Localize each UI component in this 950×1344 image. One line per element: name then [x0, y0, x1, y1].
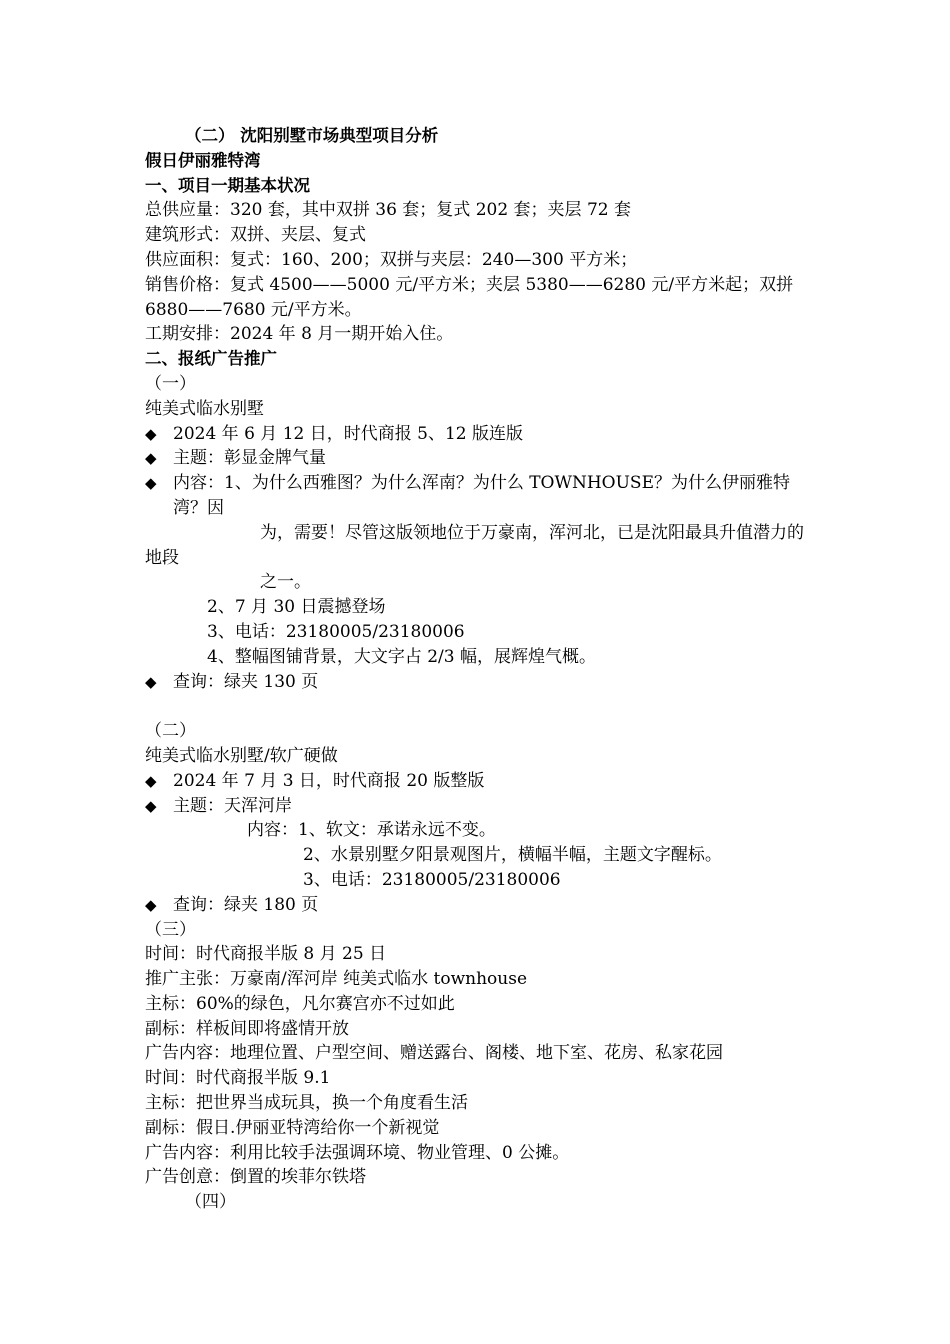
- s1-title: 纯美式临水别墅: [145, 398, 264, 419]
- diamond-bullet-icon: ◆: [145, 672, 157, 691]
- supply-area: 供应面积：复式：160、200；双拼与夹层：240—300 平方米；: [145, 249, 638, 270]
- s1-item-4: 4、整幅图铺背景，大文字占 2/3 幅，展辉煌气概。: [207, 646, 596, 667]
- s3-ad-content-1: 广告内容：地理位置、户型空间、赠送露台、阁楼、地下室、花房、私家花园: [145, 1043, 723, 1064]
- diamond-bullet-icon: ◆: [145, 424, 157, 443]
- diamond-bullet-icon: ◆: [145, 796, 157, 815]
- building-form: 建筑形式：双拼、夹层、复式: [145, 225, 366, 246]
- s2-content-3: 3、电话：23180005/23180006: [303, 869, 561, 890]
- s3-sub-title-1: 副标：样板间即将盛情开放: [145, 1018, 349, 1039]
- s2-bullet-date: ◆ 2024 年 7 月 3 日，时代商报 20 版整版: [145, 769, 810, 794]
- blank-line: [145, 694, 810, 719]
- s3-time-1: 时间：时代商报半版 8 月 25 日: [145, 944, 387, 965]
- s2-bullet-query: ◆ 查询：绿夹 180 页: [145, 893, 810, 918]
- s1-bullet-date: ◆ 2024 年 6 月 12 日，时代商报 5、12 版连版: [145, 422, 810, 447]
- diamond-bullet-icon: ◆: [145, 895, 157, 914]
- s4-label: （四）: [185, 1192, 236, 1213]
- diamond-bullet-icon: ◆: [145, 449, 157, 468]
- s3-ad-content-2: 广告内容：利用比较手法强调环境、物业管理、0 公摊。: [145, 1142, 570, 1163]
- s3-proposition: 推广主张：万豪南/浑河岸 纯美式临水 townhouse: [145, 969, 528, 990]
- s2-content-1: 内容：1、软文：承诺永远不变。: [247, 820, 496, 841]
- part2-heading: 二、报纸广告推广: [145, 349, 277, 369]
- s2-label: （二）: [145, 721, 196, 742]
- s1-item-3: 3、电话：23180005/23180006: [207, 621, 465, 642]
- s1-bullet-query: ◆ 查询：绿夹 130 页: [145, 670, 810, 695]
- s1-item-2: 2、7 月 30 日震撼登场: [207, 597, 386, 618]
- s1-bullet-content: ◆ 内容：1、为什么西雅图？为什么浑南？为什么 TOWNHOUSE？为什么伊丽雅特湾？因: [145, 473, 790, 518]
- s3-time-2: 时间：时代商报半版 9.1: [145, 1068, 331, 1089]
- s2-title: 纯美式临水别墅/软广硬做: [145, 745, 338, 766]
- s3-main-title-1: 主标：60%的绿色，凡尔赛宫亦不过如此: [145, 993, 455, 1014]
- section-title: （二） 沈阳别墅市场典型项目分析: [185, 126, 439, 145]
- s1-bullet-theme: ◆ 主题：彰显金牌气量: [145, 446, 810, 471]
- supply-total: 总供应量：320 套，其中双拼 36 套；复式 202 套；夹层 72 套: [145, 200, 631, 221]
- s3-main-title-2: 主标：把世界当成玩具，换一个角度看生活: [145, 1093, 468, 1114]
- project-name: 假日伊丽雅特湾: [145, 150, 261, 170]
- s3-label: （三）: [145, 919, 196, 940]
- s2-content-2: 2、水景别墅夕阳景观图片，横幅半幅，主题文字醒标。: [303, 845, 722, 866]
- s3-ad-idea: 广告创意：倒置的埃菲尔铁塔: [145, 1167, 366, 1188]
- s1-label: （一）: [145, 373, 196, 394]
- document-page: [145, 124, 810, 1215]
- schedule: 工期安排：2024 年 8 月一期开始入住。: [145, 324, 454, 345]
- s2-bullet-theme: ◆ 主题：天浑河岸: [145, 794, 810, 819]
- s1-content-end: 之一。: [260, 572, 311, 593]
- sale-price: 销售价格：复式 4500——5000 元/平方米；夹层 5380——6280 元/平方米起；双拼 6880——7680 元/平方米。: [145, 274, 794, 320]
- diamond-bullet-icon: ◆: [145, 474, 157, 493]
- s3-sub-title-2: 副标：假日.伊丽亚特湾给你一个新视觉: [145, 1117, 440, 1138]
- part1-heading: 一、项目一期基本状况: [145, 175, 310, 195]
- diamond-bullet-icon: ◆: [145, 771, 157, 790]
- s1-content-continued: 为，需要！尽管这版领地位于万豪南，浑河北，已是沈阳最具升值潜力的地段: [145, 522, 804, 568]
